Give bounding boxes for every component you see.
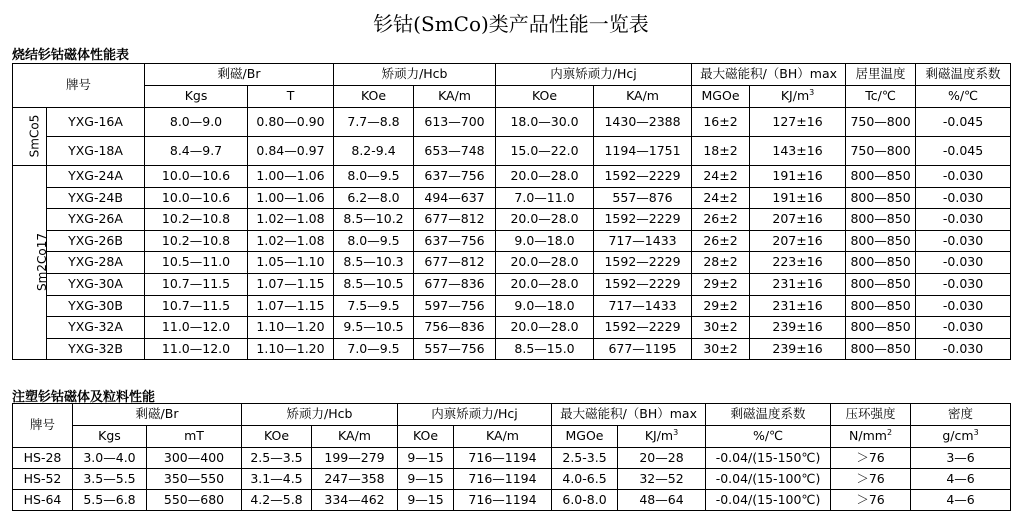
cell-hcj-ka: 1592—2229 bbox=[594, 209, 692, 231]
unit-hcj-koe: KOe bbox=[496, 86, 594, 108]
cell-br-mt: 550—680 bbox=[147, 490, 242, 511]
cell-br-kgs: 8.0—9.0 bbox=[145, 108, 248, 137]
unit-bh-mgoe: MGOe bbox=[692, 86, 750, 108]
cell-hcj-koe: 18.0—30.0 bbox=[496, 108, 594, 137]
cell-br-kgs: 11.0—12.0 bbox=[145, 338, 248, 360]
cell-hcj-ka: 716—1194 bbox=[454, 490, 552, 511]
unit-br-kgs: Kgs bbox=[145, 86, 248, 108]
unit-bh-kj-text: KJ/m bbox=[780, 88, 810, 104]
injection-smco-table bbox=[12, 403, 1011, 511]
cell-hcb-koe: 8.5—10.5 bbox=[334, 273, 414, 295]
cell-bh-kj: 127±16 bbox=[750, 108, 846, 137]
table-row bbox=[13, 252, 1011, 274]
cell-br-kgs: 10.2—10.8 bbox=[145, 230, 248, 252]
table-row bbox=[13, 317, 1011, 339]
cell-br-t: 1.02—1.08 bbox=[248, 230, 334, 252]
cell-br-t: 1.10—1.20 bbox=[248, 338, 334, 360]
cell-hcb-koe: 2.5—3.5 bbox=[242, 448, 312, 469]
cell-grade: HS-28 bbox=[13, 448, 73, 469]
unit-hcb-ka: KA/m bbox=[414, 86, 496, 108]
cell-density: 4—6 bbox=[911, 490, 1011, 511]
cell-curie: 800—850 bbox=[846, 273, 916, 295]
cell-curie: 750—800 bbox=[846, 137, 916, 166]
t2-header-density: 密度 bbox=[911, 404, 1011, 426]
cell-hcb-koe: 7.5—9.5 bbox=[334, 295, 414, 317]
cell-hcj-koe: 9—15 bbox=[398, 469, 454, 490]
cell-hcb-koe: 8.0—9.5 bbox=[334, 230, 414, 252]
cell-tempcoef: -0.030 bbox=[916, 252, 1011, 274]
cell-hcb-ka: 756—836 bbox=[414, 317, 496, 339]
cell-hcj-koe: 9—15 bbox=[398, 448, 454, 469]
cell-bh-kj: 231±16 bbox=[750, 273, 846, 295]
cell-crush: ＞76 bbox=[831, 469, 911, 490]
t2-unit-br-mt: mT bbox=[147, 426, 242, 448]
cell-hcb-ka: 613—700 bbox=[414, 108, 496, 137]
table1-heading: 烧结钐钴磁体性能表 bbox=[12, 48, 130, 63]
cell-grade: HS-64 bbox=[13, 490, 73, 511]
t2-header-hcb: 矫顽力/Hcb bbox=[242, 404, 398, 426]
cell-br-t: 0.80—0.90 bbox=[248, 108, 334, 137]
cell-bh-kj: 239±16 bbox=[750, 338, 846, 360]
cell-grade: YXG-26B bbox=[47, 230, 145, 252]
cell-hcj-ka: 1592—2229 bbox=[594, 252, 692, 274]
table-row bbox=[13, 469, 1011, 490]
table-row bbox=[13, 209, 1011, 231]
cell-bh-kj: 32—52 bbox=[618, 469, 706, 490]
t2-unit-hcj-koe: KOe bbox=[398, 426, 454, 448]
cell-hcj-ka: 1194—1751 bbox=[594, 137, 692, 166]
t2-header-crush: 压环强度 bbox=[831, 404, 911, 426]
t2-header-grade: 牌号 bbox=[13, 404, 73, 448]
cell-hcj-ka: 1592—2229 bbox=[594, 166, 692, 188]
cell-br-kgs: 8.4—9.7 bbox=[145, 137, 248, 166]
cell-bh-kj: 48—64 bbox=[618, 490, 706, 511]
table-row bbox=[13, 448, 1011, 469]
cell-hcj-koe: 20.0—28.0 bbox=[496, 252, 594, 274]
cell-bh-kj: 207±16 bbox=[750, 209, 846, 231]
cell-tempcoef: -0.030 bbox=[916, 209, 1011, 231]
cell-hcj-koe: 9.0—18.0 bbox=[496, 230, 594, 252]
table-row bbox=[13, 490, 1011, 511]
cell-grade: YXG-24B bbox=[47, 187, 145, 209]
cell-curie: 800—850 bbox=[846, 338, 916, 360]
t2-unit-crush bbox=[831, 426, 911, 448]
cell-hcb-koe: 6.2—8.0 bbox=[334, 187, 414, 209]
table-row bbox=[13, 187, 1011, 209]
table-row bbox=[13, 108, 1011, 137]
cell-br-kgs: 10.0—10.6 bbox=[145, 187, 248, 209]
unit-bh-kj-sup: 3 bbox=[809, 88, 815, 98]
cell-bh-kj: 231±16 bbox=[750, 295, 846, 317]
cell-tempcoef: -0.045 bbox=[916, 137, 1011, 166]
cell-br-kgs: 5.5—6.8 bbox=[73, 490, 147, 511]
t2-unit-bh-kj-sup: 3 bbox=[673, 428, 679, 438]
cell-br-t: 0.84—0.97 bbox=[248, 137, 334, 166]
cell-hcb-koe: 8.5—10.3 bbox=[334, 252, 414, 274]
cell-hcj-koe: 20.0—28.0 bbox=[496, 166, 594, 188]
cell-grade: YXG-32B bbox=[47, 338, 145, 360]
unit-br-t: T bbox=[248, 86, 334, 108]
cell-tempcoef: -0.030 bbox=[916, 295, 1011, 317]
cell-hcb-ka: 637—756 bbox=[414, 230, 496, 252]
cell-hcj-koe: 15.0—22.0 bbox=[496, 137, 594, 166]
cell-br-kgs: 10.7—11.5 bbox=[145, 273, 248, 295]
cell-br-kgs: 10.5—11.0 bbox=[145, 252, 248, 274]
cell-br-kgs: 3.0—4.0 bbox=[73, 448, 147, 469]
unit-hcj-ka: KA/m bbox=[594, 86, 692, 108]
cell-hcb-koe: 7.0—9.5 bbox=[334, 338, 414, 360]
cell-tempcoef: -0.045 bbox=[916, 108, 1011, 137]
cell-br-t: 1.07—1.15 bbox=[248, 295, 334, 317]
page-title: 钐钴(SmCo)类产品性能一览表 bbox=[373, 12, 649, 36]
cell-hcb-koe: 7.7—8.8 bbox=[334, 108, 414, 137]
cell-curie: 800—850 bbox=[846, 317, 916, 339]
cell-grade: YXG-24A bbox=[47, 166, 145, 188]
cell-tempcoef: -0.04/(15-100℃) bbox=[706, 469, 831, 490]
t2-unit-hcj-ka: KA/m bbox=[454, 426, 552, 448]
t2-unit-bh-mgoe: MGOe bbox=[552, 426, 618, 448]
cell-bh-kj: 191±16 bbox=[750, 166, 846, 188]
table-row bbox=[13, 295, 1011, 317]
cell-bh-mgoe: 24±2 bbox=[692, 187, 750, 209]
table2-heading: 注塑钐钴磁体及粒料性能 bbox=[12, 390, 156, 405]
cell-hcj-koe: 8.5—15.0 bbox=[496, 338, 594, 360]
cell-hcb-ka: 199—279 bbox=[312, 448, 398, 469]
header-bhmax: 最大磁能积/（BH）max bbox=[692, 64, 846, 86]
cell-br-kgs: 3.5—5.5 bbox=[73, 469, 147, 490]
cell-hcj-ka: 717—1433 bbox=[594, 230, 692, 252]
cell-bh-mgoe: 29±2 bbox=[692, 273, 750, 295]
cell-hcj-koe: 20.0—28.0 bbox=[496, 209, 594, 231]
cell-hcb-koe: 9.5—10.5 bbox=[334, 317, 414, 339]
cell-hcj-koe: 9.0—18.0 bbox=[496, 295, 594, 317]
cell-grade: YXG-28A bbox=[47, 252, 145, 274]
cell-hcb-ka: 557—756 bbox=[414, 338, 496, 360]
cell-hcb-koe: 8.0—9.5 bbox=[334, 166, 414, 188]
table-row bbox=[13, 338, 1011, 360]
cell-hcj-ka: 677—1195 bbox=[594, 338, 692, 360]
alloy-group-label bbox=[13, 108, 47, 166]
cell-bh-mgoe: 2.5-3.5 bbox=[552, 448, 618, 469]
cell-br-mt: 350—550 bbox=[147, 469, 242, 490]
header-tempcoef: 剩磁温度系数 bbox=[916, 64, 1011, 86]
cell-hcj-ka: 717—1433 bbox=[594, 295, 692, 317]
cell-hcj-ka: 1430—2388 bbox=[594, 108, 692, 137]
cell-curie: 800—850 bbox=[846, 230, 916, 252]
header-curie: 居里温度 bbox=[846, 64, 916, 86]
cell-tempcoef: -0.030 bbox=[916, 317, 1011, 339]
t2-unit-bh-kj-text: KJ/m bbox=[644, 428, 674, 444]
cell-bh-mgoe: 16±2 bbox=[692, 108, 750, 137]
cell-br-t: 1.07—1.15 bbox=[248, 273, 334, 295]
unit-curie: Tc/℃ bbox=[846, 86, 916, 108]
cell-hcb-ka: 597—756 bbox=[414, 295, 496, 317]
cell-hcb-ka: 247—358 bbox=[312, 469, 398, 490]
header-grade: 牌号 bbox=[13, 64, 145, 108]
cell-tempcoef: -0.04/(15-100℃) bbox=[706, 490, 831, 511]
t2-unit-hcb-koe: KOe bbox=[242, 426, 312, 448]
cell-tempcoef: -0.030 bbox=[916, 338, 1011, 360]
cell-crush: ＞76 bbox=[831, 448, 911, 469]
t2-unit-bh-kj bbox=[618, 426, 706, 448]
table-row bbox=[13, 273, 1011, 295]
t2-unit-density bbox=[911, 426, 1011, 448]
cell-bh-mgoe: 29±2 bbox=[692, 295, 750, 317]
t2-header-tempcoef: 剩磁温度系数 bbox=[706, 404, 831, 426]
cell-density: 3—6 bbox=[911, 448, 1011, 469]
cell-curie: 800—850 bbox=[846, 252, 916, 274]
cell-hcb-ka: 637—756 bbox=[414, 166, 496, 188]
cell-hcj-ka: 557—876 bbox=[594, 187, 692, 209]
cell-br-kgs: 11.0—12.0 bbox=[145, 317, 248, 339]
cell-bh-mgoe: 6.0-8.0 bbox=[552, 490, 618, 511]
cell-hcb-koe: 3.1—4.5 bbox=[242, 469, 312, 490]
cell-bh-kj: 207±16 bbox=[750, 230, 846, 252]
unit-hcb-koe: KOe bbox=[334, 86, 414, 108]
cell-br-t: 1.05—1.10 bbox=[248, 252, 334, 274]
cell-curie: 800—850 bbox=[846, 295, 916, 317]
cell-bh-kj: 20—28 bbox=[618, 448, 706, 469]
alloy-group-text: SmCo5 bbox=[27, 114, 42, 158]
t2-unit-crush-text: N/mm bbox=[849, 428, 887, 444]
t2-unit-hcb-ka: KA/m bbox=[312, 426, 398, 448]
cell-bh-mgoe: 28±2 bbox=[692, 252, 750, 274]
cell-hcj-ka: 716—1194 bbox=[454, 469, 552, 490]
sintered-smco-table bbox=[12, 63, 1011, 360]
cell-bh-mgoe: 30±2 bbox=[692, 338, 750, 360]
cell-hcb-koe: 4.2—5.8 bbox=[242, 490, 312, 511]
cell-hcj-ka: 1592—2229 bbox=[594, 317, 692, 339]
t2-unit-crush-sup: 2 bbox=[886, 428, 893, 438]
cell-hcj-ka: 716—1194 bbox=[454, 448, 552, 469]
cell-br-t: 1.10—1.20 bbox=[248, 317, 334, 339]
cell-tempcoef: -0.030 bbox=[916, 273, 1011, 295]
cell-bh-mgoe: 18±2 bbox=[692, 137, 750, 166]
cell-br-mt: 300—400 bbox=[147, 448, 242, 469]
cell-hcb-koe: 8.2-9.4 bbox=[334, 137, 414, 166]
t2-header-bhmax: 最大磁能积/（BH）max bbox=[552, 404, 706, 426]
t2-unit-density-sup: 3 bbox=[973, 428, 979, 438]
cell-hcj-koe: 20.0—28.0 bbox=[496, 273, 594, 295]
cell-curie: 750—800 bbox=[846, 108, 916, 137]
cell-hcb-ka: 653—748 bbox=[414, 137, 496, 166]
cell-tempcoef: -0.030 bbox=[916, 187, 1011, 209]
cell-grade: YXG-16A bbox=[47, 108, 145, 137]
t2-unit-tempcoef: %/℃ bbox=[706, 426, 831, 448]
cell-bh-kj: 191±16 bbox=[750, 187, 846, 209]
header-br: 剩磁/Br bbox=[145, 64, 334, 86]
cell-grade: YXG-30B bbox=[47, 295, 145, 317]
cell-grade: YXG-26A bbox=[47, 209, 145, 231]
cell-hcb-koe: 8.5—10.2 bbox=[334, 209, 414, 231]
t2-unit-density-text: g/cm bbox=[942, 428, 974, 444]
cell-hcb-ka: 677—812 bbox=[414, 252, 496, 274]
cell-hcj-koe: 20.0—28.0 bbox=[496, 317, 594, 339]
t2-header-br: 剩磁/Br bbox=[73, 404, 242, 426]
cell-br-kgs: 10.7—11.5 bbox=[145, 295, 248, 317]
unit-bh-kj bbox=[750, 86, 846, 108]
cell-hcj-ka: 1592—2229 bbox=[594, 273, 692, 295]
table-row bbox=[13, 230, 1011, 252]
table-row bbox=[13, 166, 1011, 188]
cell-grade: YXG-30A bbox=[47, 273, 145, 295]
cell-bh-kj: 239±16 bbox=[750, 317, 846, 339]
cell-br-t: 1.00—1.06 bbox=[248, 166, 334, 188]
cell-bh-mgoe: 30±2 bbox=[692, 317, 750, 339]
cell-density: 4—6 bbox=[911, 469, 1011, 490]
cell-tempcoef: -0.030 bbox=[916, 230, 1011, 252]
cell-bh-mgoe: 26±2 bbox=[692, 209, 750, 231]
cell-hcj-koe: 7.0—11.0 bbox=[496, 187, 594, 209]
cell-br-kgs: 10.0—10.6 bbox=[145, 166, 248, 188]
alloy-group-text: Sm2Co17 bbox=[34, 233, 49, 292]
cell-curie: 800—850 bbox=[846, 166, 916, 188]
cell-tempcoef: -0.030 bbox=[916, 166, 1011, 188]
cell-hcb-ka: 494—637 bbox=[414, 187, 496, 209]
cell-br-kgs: 10.2—10.8 bbox=[145, 209, 248, 231]
cell-grade: YXG-32A bbox=[47, 317, 145, 339]
cell-bh-mgoe: 26±2 bbox=[692, 230, 750, 252]
cell-bh-mgoe: 4.0-6.5 bbox=[552, 469, 618, 490]
cell-grade: HS-52 bbox=[13, 469, 73, 490]
t2-unit-br-kgs: Kgs bbox=[73, 426, 147, 448]
alloy-group-label bbox=[13, 166, 47, 360]
header-hcj: 内禀矫顽力/Hcj bbox=[496, 64, 692, 86]
cell-curie: 800—850 bbox=[846, 187, 916, 209]
cell-hcj-koe: 9—15 bbox=[398, 490, 454, 511]
t2-header-hcj: 内禀矫顽力/Hcj bbox=[398, 404, 552, 426]
unit-tempcoef: %/℃ bbox=[916, 86, 1011, 108]
cell-grade: YXG-18A bbox=[47, 137, 145, 166]
cell-br-t: 1.02—1.08 bbox=[248, 209, 334, 231]
cell-bh-mgoe: 24±2 bbox=[692, 166, 750, 188]
header-hcb: 矫顽力/Hcb bbox=[334, 64, 496, 86]
table-row bbox=[13, 137, 1011, 166]
cell-crush: ＞76 bbox=[831, 490, 911, 511]
cell-hcb-ka: 334—462 bbox=[312, 490, 398, 511]
cell-tempcoef: -0.04/(15-150℃) bbox=[706, 448, 831, 469]
cell-hcb-ka: 677—812 bbox=[414, 209, 496, 231]
cell-bh-kj: 143±16 bbox=[750, 137, 846, 166]
cell-curie: 800—850 bbox=[846, 209, 916, 231]
cell-hcb-ka: 677—836 bbox=[414, 273, 496, 295]
cell-br-t: 1.00—1.06 bbox=[248, 187, 334, 209]
cell-bh-kj: 223±16 bbox=[750, 252, 846, 274]
